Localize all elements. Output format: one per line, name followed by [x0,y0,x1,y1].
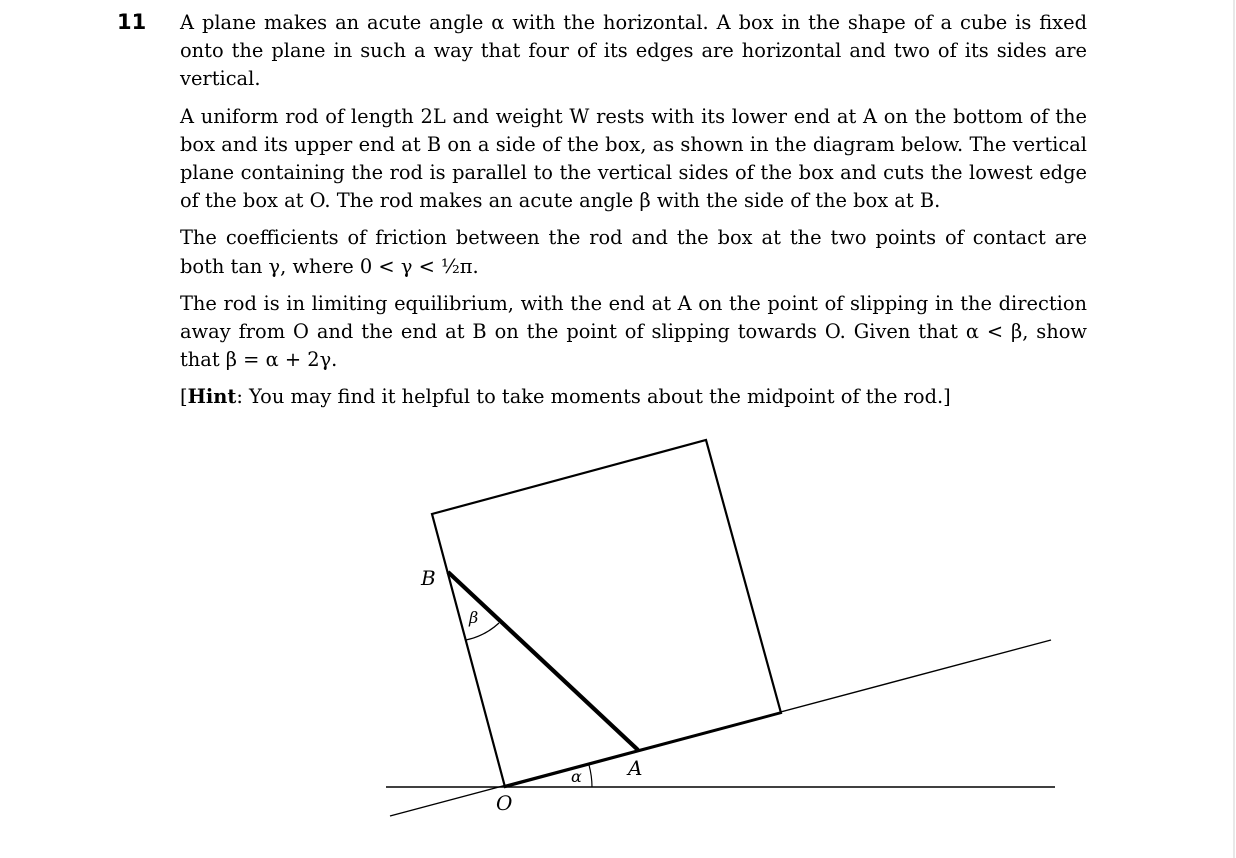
paragraph-friction: The coefficients of friction between the rod and the box at the two points of contact are both tan γ, where 0 < γ < ½π. [180,226,1087,278]
question-number: 11 [117,10,147,34]
label-A: A [628,756,643,780]
alpha-angle-arc [589,765,592,787]
rod [448,572,638,750]
label-B: B [421,566,436,590]
paragraph-setup: A plane makes an acute angle α with the horizontal. A box in the shape of a cube is fixed onto the plane in such a way that four of its edges are horizontal and two of its sides are vertical. [180,11,1087,91]
hint-open-bracket: [ [180,385,188,409]
hint-text: : You may find it helpful to take moments about the midpoint of the rod.] [236,385,951,409]
label-O: O [496,791,513,815]
hint-label: Hint [187,385,237,409]
label-beta: β [469,608,479,627]
box [432,440,781,787]
paragraph-equilibrium: The rod is in limiting equilibrium, with the end at A on the point of slipping in the direction away from O and the end at B on the point of slipping towards O. Given that α < β, show that β = α + 2γ. [180,291,1087,372]
paragraph-rod: A uniform rod of length 2L and weight W rests with its lower end at A on the bottom of the box and its upper end at B on a side of the box, as shown in the diagram below. The vertical plane containing the rod is parallel to the vertical sides of the box and cuts the lowest edge of the box at O. The rod makes an acute angle β with the side of the box at B. [180,104,1087,213]
label-alpha: α [571,767,582,786]
